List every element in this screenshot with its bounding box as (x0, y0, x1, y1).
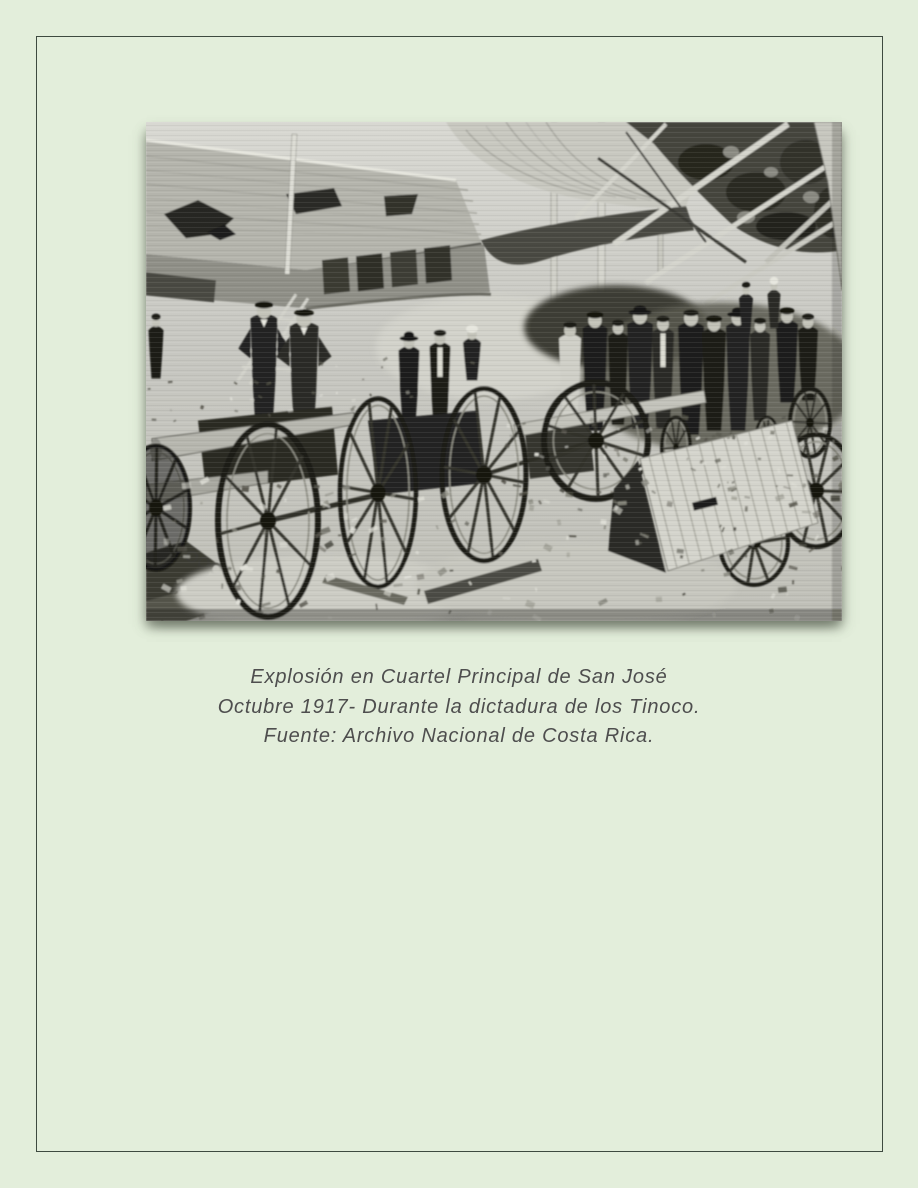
photo-caption (0, 663, 918, 752)
caption-line-3: Fuente: Archivo Nacional de Costa Rica. (263, 725, 655, 747)
historical-photo (146, 122, 842, 621)
photo-scene (146, 122, 842, 621)
caption-line-2: Octubre 1917- Durante la dictadura de los Tinoco. (217, 695, 701, 718)
caption-line-1: Explosión en Cuartel Principal de San José (250, 666, 668, 688)
photo-right-vignette (832, 122, 842, 621)
photo-bottom-vignette (146, 609, 842, 621)
